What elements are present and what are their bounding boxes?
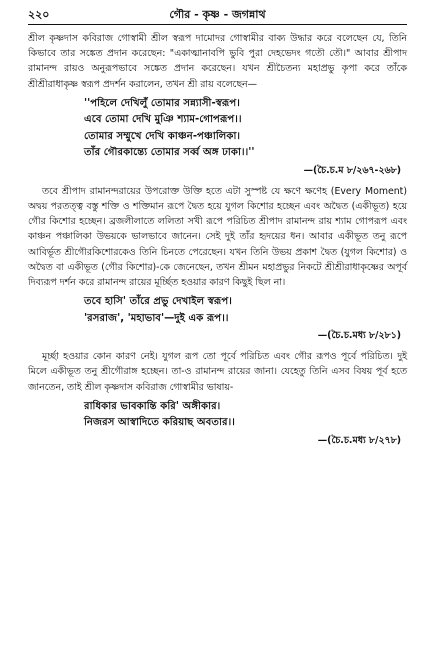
verse-line: এবে তোমা দেখি মুঞি শ্যাম-গোপরূপ।। bbox=[84, 114, 242, 126]
paragraph-2: তবে শ্রীপাদ রামানন্দরায়ের উপরোক্ত উক্তি হতে এটা সুস্পষ্ট যে ক্ষণে ক্ষণেহ (Every Moment) অদ্বয় পরতত্ত্ব বস্তু শক্তি ও শক্তিমান রূপে দ্বৈত হয়ে যুগল কিশোর হচ্ছেন এবং অদ্বৈত (একীভূত) হয়ে গৌর কিশোর হচ্ছেন। ব্রজলীলাতে ললিতা সখী রূপে পরিচিত শ্রীপাদ রামানন্দ রায় শ্যাম গোপরূপ এবং কাঞ্চন পঞ্চালিকা উভয়কে ভালভাবে জানেন। সেই দুই তাঁর হৃদয়ের ধন। আবার একীভূত তনু রূপে আবির্ভূত শ্রীগৌরকিশোরকেও তিনি চিনতে পেরেছেন। যখন তিনি উভয় প্রকাশ দ্বৈত (যুগল কিশোর) ও অদ্বৈত বা একীভূত (গৌর কিশোর)-কে জেনেছেন, তখন শ্রীমন মহাপ্রভুর নিকটে শ্রীশ্রীরাধাকৃষ্ণের অপূর্ব দিব্যরূপ দর্শন করে রামানন্দ রায়ের মূর্চ্ছিত হওয়ার কারণ কিছুই ছিল না। bbox=[28, 185, 407, 289]
citation-3: —(চৈ.চ.মধ্য ৮/২৭৮) bbox=[317, 434, 401, 446]
verse-line: ''পহিলে দেখিলুঁ তোমার সন্ন্যাসী-স্বরূপ। bbox=[84, 97, 240, 109]
paragraph-3: মূর্চ্ছা হওয়ার কোন কারণ নেই। যুগল রূপ তো পূর্বে পরিচিত এবং গৌর রূপও পূর্বে পরিচিত। দুই মিলে একীভূত তনু শ্রীগৌরাঙ্গ হচ্ছেন। তা-ও রামানন্দ রায়ের জানা। যেহেতু তিনি এসব বিষয় পূর্ব হতে জানতেন, তাই শ্রীল কৃষ্ণদাস কবিরাজ গোস্বামীর ভাষায়- bbox=[28, 351, 407, 393]
verse-line: তাঁর গৌরকান্ত্যে তোমার সর্ব্ব অঙ্গ ঢাকা।।'' bbox=[84, 147, 255, 159]
page-number: ২২০ bbox=[28, 8, 50, 21]
page-header bbox=[28, 6, 407, 22]
citation-1: —(চৈ.চ.ম ৮/২৬৭-২৬৮) bbox=[303, 164, 401, 176]
running-title: গৌর - কৃষ্ণ - জগন্নাথ bbox=[169, 8, 266, 21]
verse-line: 'রসরাজ', 'মহাভাব'—দুই এক রূপ।। bbox=[84, 312, 229, 324]
verse-line: রাধিকার ভাবকান্তি করি' অঙ্গীকার। bbox=[84, 400, 221, 412]
citation-2: —(চৈ.চ.মধ্য ৮/২৮১) bbox=[317, 330, 401, 342]
verse-block-2 bbox=[84, 294, 407, 327]
paragraph-1: শ্রীল কৃষ্ণদাস কবিরাজ গোস্বামী শ্রীল স্বরূপ দামোদর গোস্বামীর বাক্য উদ্ধার করে বলেছেন যে, তিনি কিভাবে তার সঙ্কেত প্রদান করেছেন: "একাত্মানাবপি ভুবি পুরা দেহভেদং গতৌ তৌ।" আবার শ্রীপাদ রামানন্দ রায়ও অনুরূপভাবে সঙ্কেত প্রদান করেছেন। যখন শ্রীচৈতন্য মহাপ্রভু কৃপা করে তাঁকে শ্রীশ্রীরাধাকৃষ্ণ স্বরূপ প্রদর্শন করালেন, তখন শ্রী রায় বলেছেন— bbox=[28, 33, 407, 90]
verse-block-3 bbox=[84, 399, 407, 432]
verse-line: তবে হাসি' তাঁরে প্রভু দেখাইল স্বরূপ। bbox=[84, 296, 232, 308]
verse-block-1 bbox=[84, 96, 407, 162]
verse-line: নিজরস আস্বাদিতে করিয়াছ অবতার।। bbox=[84, 417, 235, 429]
verse-line: তোমার সম্মুখে দেখি কাঞ্চন-পঞ্চালিকা। bbox=[84, 130, 241, 142]
